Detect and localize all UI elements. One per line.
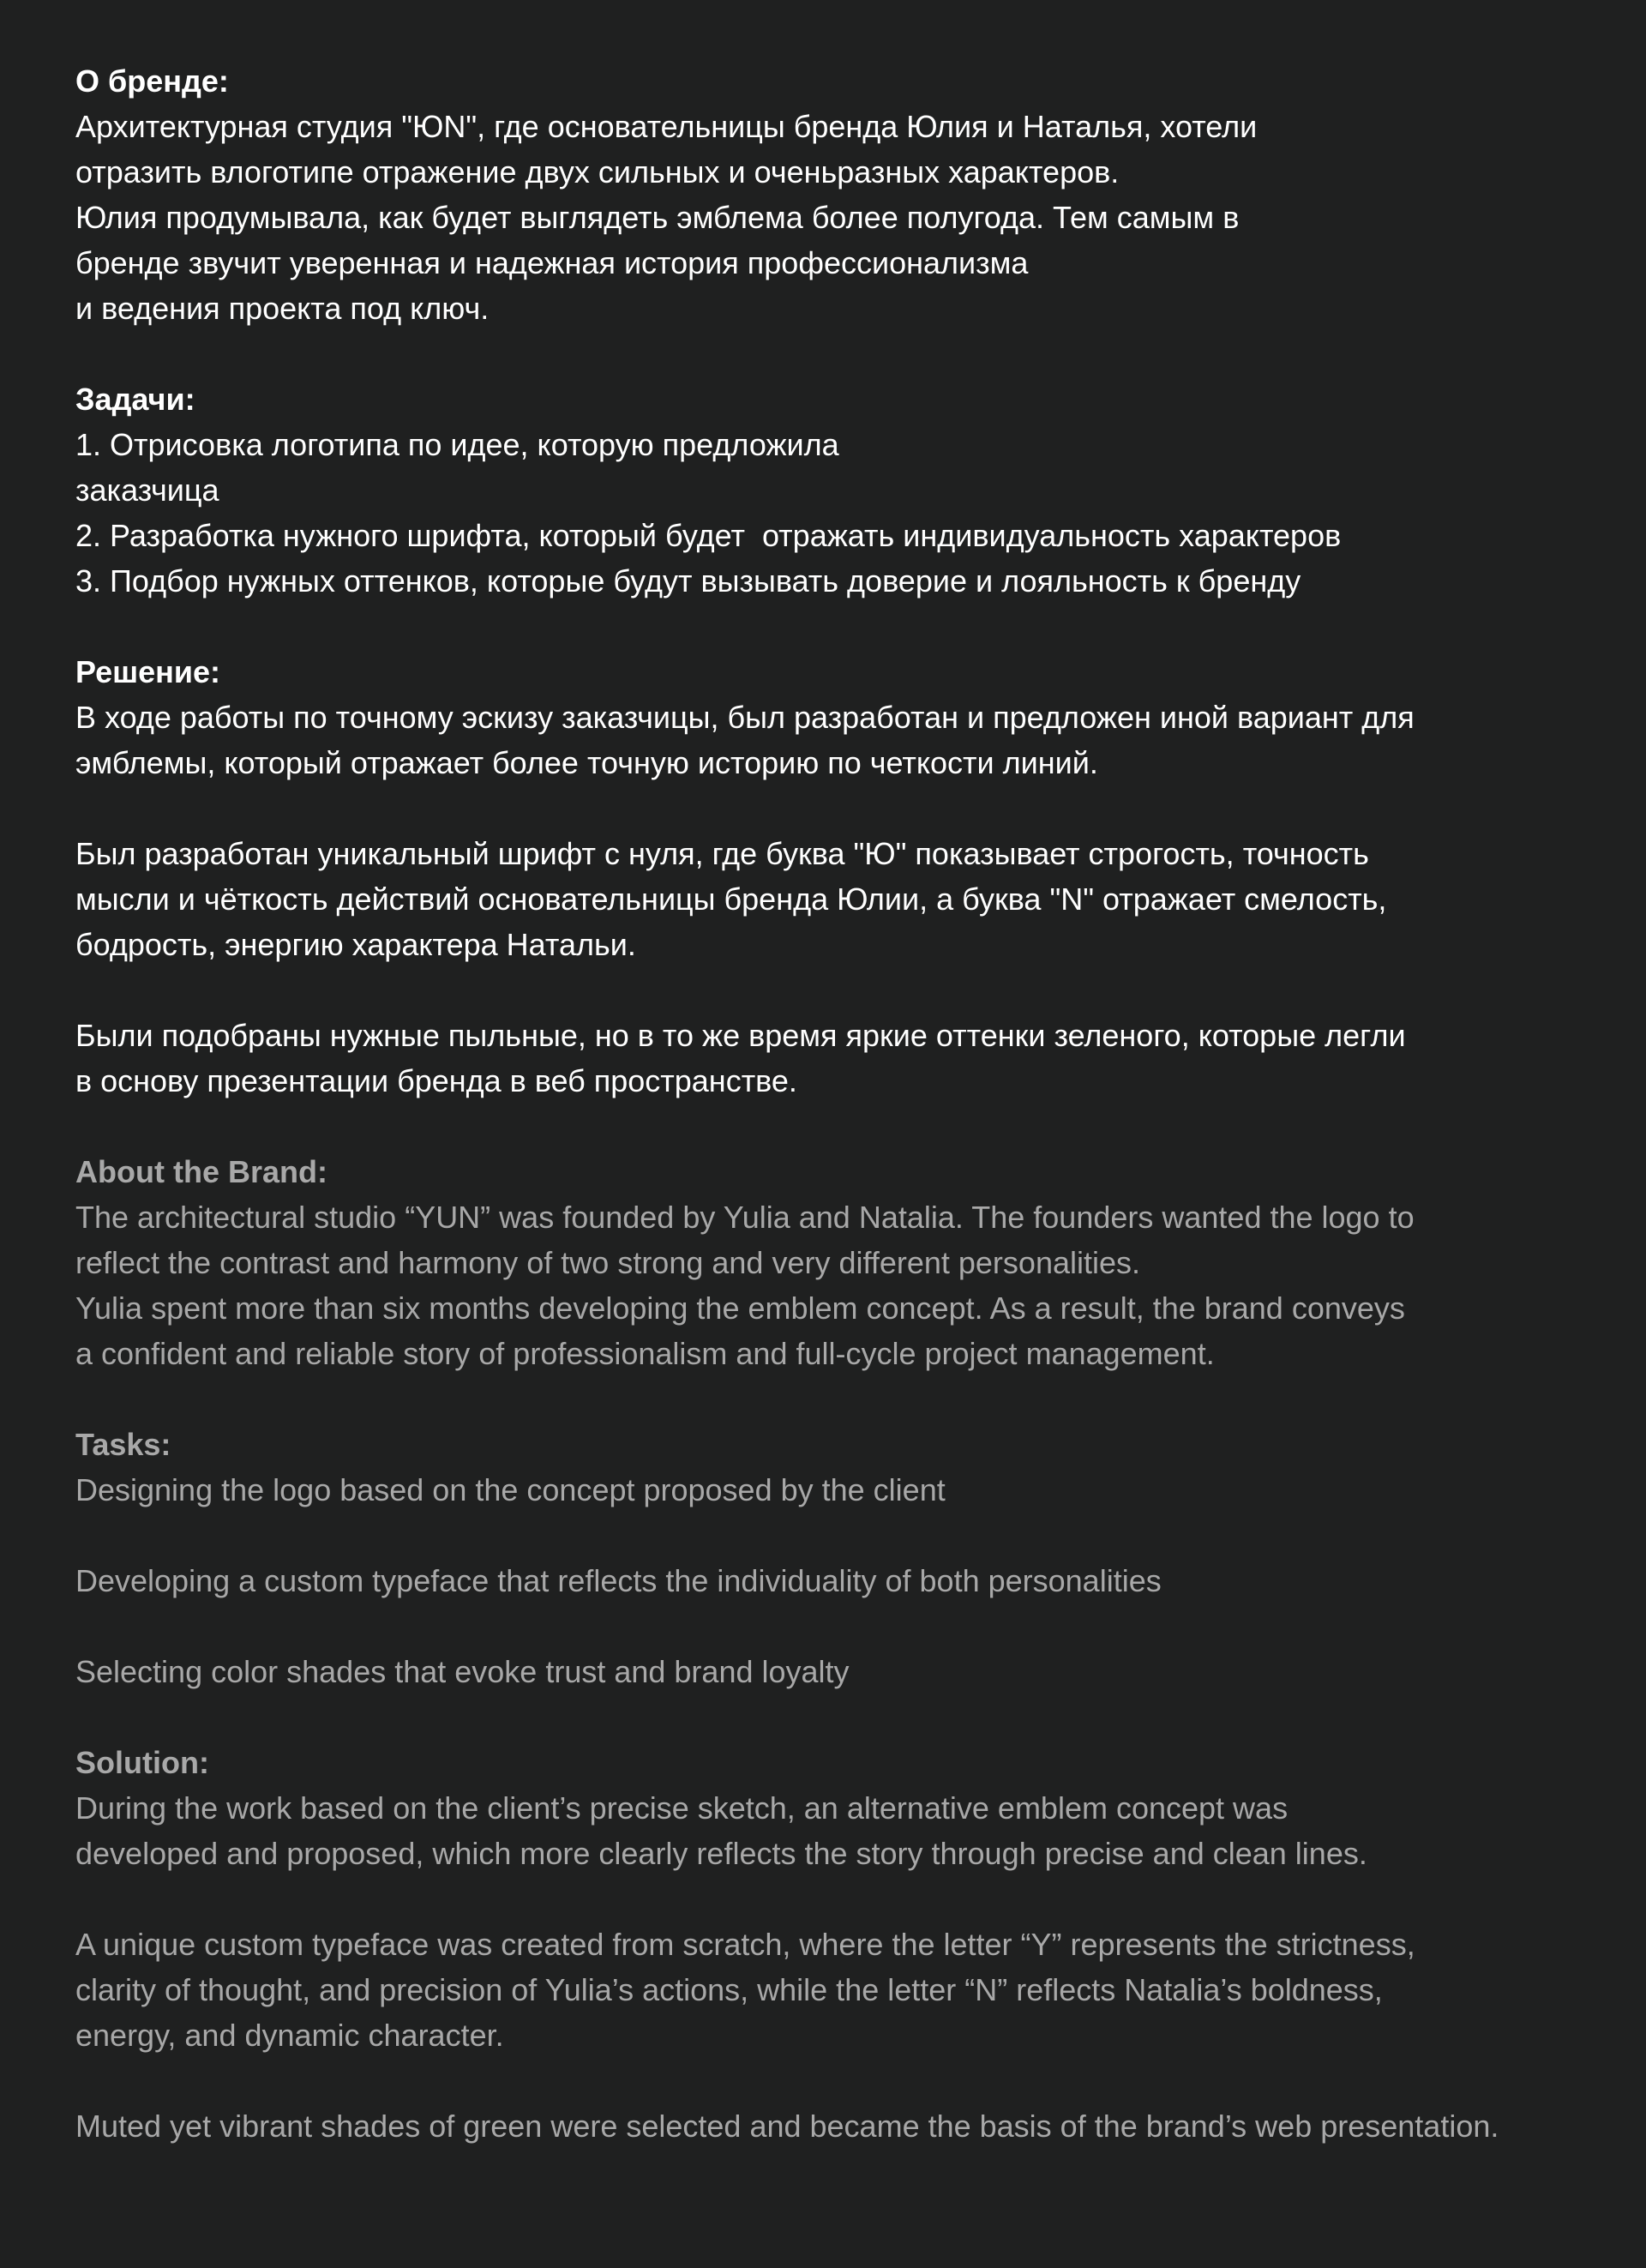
ru-solution-line: Был разработан уникальный шрифт с нуля, где буква "Ю" показывает строгость, точность bbox=[75, 836, 1369, 871]
en-about-line: a confident and reliable story of professionalism and full-cycle project management. bbox=[75, 1336, 1215, 1371]
ru-task-line: заказчица bbox=[75, 472, 219, 508]
ru-solution-line: В ходе работы по точному эскизу заказчицы, был разработан и предложен иной вариант для bbox=[75, 700, 1415, 735]
ru-task-line: 3. Подбор нужных оттенков, которые будут вызывать доверие и лояльность к бренду bbox=[75, 563, 1301, 599]
ru-tasks-section bbox=[75, 376, 1571, 604]
paragraph-spacer bbox=[75, 785, 1571, 831]
ru-about-section bbox=[75, 58, 1571, 331]
en-tasks-section bbox=[75, 1422, 1571, 1694]
ru-solution-line: мысли и чёткость действий основательницы бренда Юлии, а буква "N" отражает смелость, bbox=[75, 881, 1387, 917]
en-task-item: Designing the logo based on the concept proposed by the client bbox=[75, 1472, 946, 1507]
ru-task-line: 1. Отрисовка логотипа по идее, которую предложила bbox=[75, 427, 839, 462]
en-solution-line: developed and proposed, which more clearly reflects the story through precise and clean lines. bbox=[75, 1836, 1367, 1871]
en-task-item: Selecting color shades that evoke trust and brand loyalty bbox=[75, 1654, 850, 1689]
ru-about-line: Юлия продумывала, как будет выглядеть эмблема более полугода. Тем самым в bbox=[75, 200, 1240, 235]
en-solution-line: Muted yet vibrant shades of green were selected and became the basis of the brand’s web presentation. bbox=[75, 2109, 1499, 2144]
en-task-item: Developing a custom typeface that reflects the individuality of both personalities bbox=[75, 1563, 1162, 1598]
ru-about-line: Архитектурная студия "ЮN", где основательницы бренда Юлия и Наталья, хотели bbox=[75, 109, 1258, 144]
paragraph-spacer bbox=[75, 1876, 1571, 1922]
en-about-line: reflect the contrast and harmony of two strong and very different personalities. bbox=[75, 1245, 1140, 1280]
paragraph-spacer bbox=[75, 967, 1571, 1013]
ru-tasks-heading: Задачи: bbox=[75, 382, 195, 417]
ru-solution-heading: Решение: bbox=[75, 654, 221, 689]
ru-solution-line: Были подобраны нужные пыльные, но в то же время яркие оттенки зеленого, которые легли bbox=[75, 1018, 1406, 1053]
paragraph-spacer bbox=[75, 1513, 1571, 1558]
en-tasks-heading: Tasks: bbox=[75, 1427, 171, 1462]
ru-about-line: бренде звучит уверенная и надежная история профессионализма bbox=[75, 245, 1029, 280]
paragraph-spacer bbox=[75, 1603, 1571, 1649]
en-about-line: The architectural studio “YUN” was founded by Yulia and Natalia. The founders wanted the logo to bbox=[75, 1200, 1415, 1235]
en-about-section bbox=[75, 1149, 1571, 1376]
en-solution-line: A unique custom typeface was created from scratch, where the letter “Y” represents the strictness, bbox=[75, 1927, 1415, 1962]
ru-task-line: 2. Разработка нужного шрифта, который будет отражать индивидуальность характеров bbox=[75, 518, 1342, 553]
en-solution-section bbox=[75, 1740, 1571, 2149]
en-about-heading: About the Brand: bbox=[75, 1154, 327, 1189]
en-solution-line: During the work based on the client’s precise sketch, an alternative emblem concept was bbox=[75, 1790, 1289, 1826]
ru-about-line: отразить влоготипе отражение двух сильных и оченьразных характеров. bbox=[75, 154, 1120, 190]
ru-solution-line: эмблемы, который отражает более точную историю по четкости линий. bbox=[75, 745, 1098, 780]
ru-about-heading: О бренде: bbox=[75, 63, 229, 99]
ru-about-line: и ведения проекта под ключ. bbox=[75, 291, 490, 326]
ru-solution-line: бодрость, энергию характера Натальи. bbox=[75, 927, 636, 962]
en-solution-line: energy, and dynamic character. bbox=[75, 2018, 504, 2053]
paragraph-spacer bbox=[75, 2058, 1571, 2103]
en-about-line: Yulia spent more than six months developing the emblem concept. As a result, the brand conveys bbox=[75, 1290, 1405, 1326]
ru-solution-section bbox=[75, 649, 1571, 1104]
en-solution-line: clarity of thought, and precision of Yulia’s actions, while the letter “N” reflects Natalia’s boldness, bbox=[75, 1972, 1383, 2007]
ru-solution-line: в основу презентации бренда в веб пространстве. bbox=[75, 1063, 797, 1098]
en-solution-heading: Solution: bbox=[75, 1745, 209, 1780]
